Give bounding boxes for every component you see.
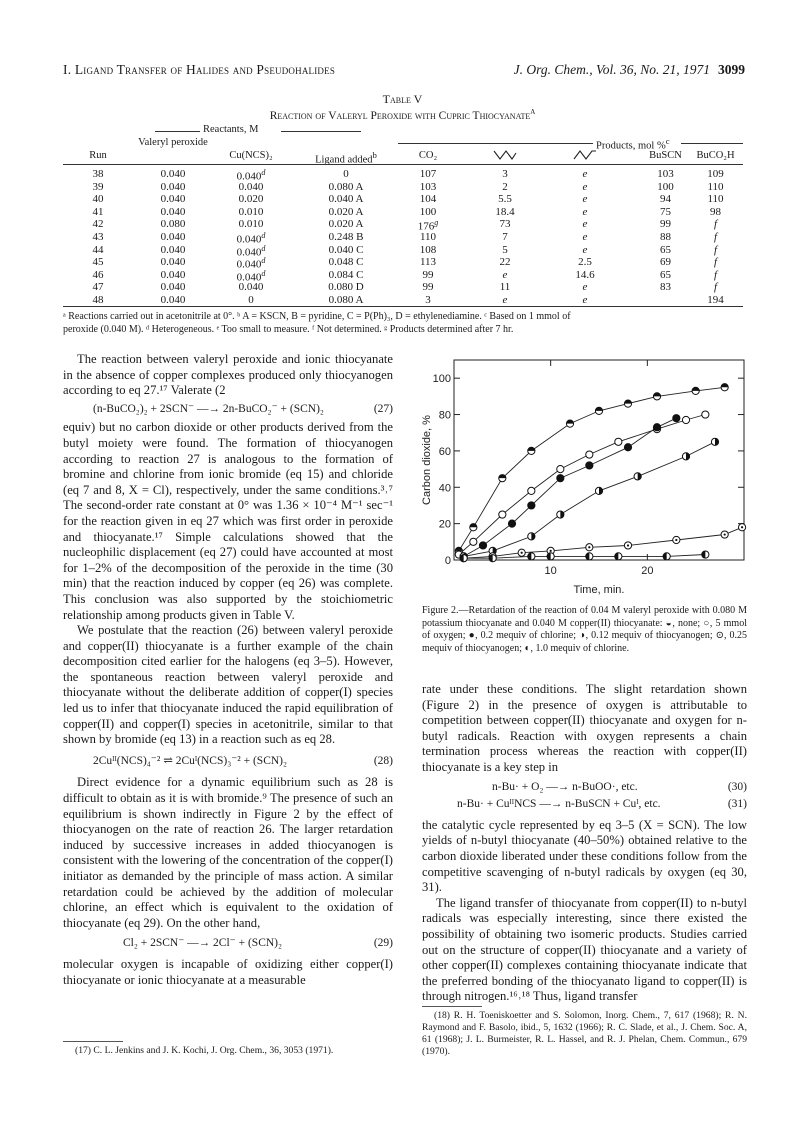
cell-butene2: e [582, 180, 588, 193]
data-point-half-top [595, 407, 602, 414]
cell-buco2h: f [713, 243, 718, 256]
data-point-half-right [634, 473, 641, 480]
data-point-half-top [624, 400, 631, 407]
equation-27-text: (n-BuCO₂)₂ + 2SCN⁻ —→ 2n-BuCO₂⁻ + (SCN)₂ [93, 402, 324, 415]
col-buscn: BuSCN [649, 150, 682, 161]
data-point-dot [624, 542, 631, 549]
reactants-brace-left [155, 131, 200, 132]
y-tick-label: 0 [444, 555, 451, 567]
data-point-half-top [470, 524, 477, 531]
reactants-group-header: Reactants, M [203, 124, 259, 135]
cell-butene2: e [582, 193, 588, 206]
right-footnote-rule [422, 1006, 482, 1007]
col-cu-ncs2: Cu(NCS)₂ [229, 150, 273, 161]
cell-ligand: 0.248 B [328, 231, 364, 243]
x-axis-label: Time, min. [573, 584, 625, 596]
cell-co2: 100 [419, 205, 437, 218]
left-column [63, 352, 393, 988]
data-point-dot [738, 524, 745, 531]
cell-cu: 0.040 [238, 180, 264, 193]
series-line-2 [459, 415, 706, 555]
col-run: Run [89, 150, 107, 161]
col-co2: CO₂ [418, 150, 438, 161]
co2-chart [422, 357, 747, 597]
cell-buscn: 65 [660, 268, 671, 281]
table-title-sup: a [530, 106, 536, 117]
cell-buscn: 65 [660, 243, 671, 256]
running-head-title: I. Ligand Transfer of Halides and Pseudohalides [63, 62, 336, 77]
cell-cu: 0.040$^d$ [236, 243, 266, 259]
cell-footnote-mark: d [261, 168, 266, 177]
page-number: 3099 [718, 62, 745, 77]
running-head [63, 62, 745, 82]
y-tick-label: 20 [438, 518, 451, 531]
cell-cu: 0.040$^d$ [236, 231, 266, 246]
cell-butene2: e [582, 168, 588, 180]
data-point-half-left [528, 553, 535, 560]
data-point-open [682, 416, 689, 423]
cell-run: 46 [92, 268, 104, 281]
series-line-3 [464, 418, 677, 556]
data-point-filled [624, 444, 631, 451]
x-tick-label: 20 [641, 565, 654, 577]
cell-butene1: 22 [499, 256, 511, 269]
cell-butene1: e [502, 268, 508, 281]
cell-co2: 108 [419, 243, 437, 256]
cell-butene1: 5 [502, 243, 508, 256]
cell-buco2h: 110 [707, 193, 724, 206]
cell-butene1: 11 [499, 281, 511, 294]
cell-ligand: 0.020 A [328, 218, 364, 231]
data-point-open [499, 511, 506, 518]
cell-cu: 0.040$^d$ [236, 268, 266, 284]
data-point-half-right [557, 511, 564, 518]
col-butene-1-structure [493, 149, 517, 161]
y-tick-label: 60 [438, 445, 451, 458]
cell-footnote-mark: d [261, 231, 266, 240]
cell-butene2: 14.6 [575, 268, 595, 281]
figure-caption: Figure 2.—Retardation of the reaction of 0.04 M valeryl peroxide with 0.080 M potassium thiocyanate and 0.040 M copper(II) thiocyanate: ◒, none; ○, 5 mmol of oxygen; ●, 0.2 mequiv of chlorine; ◑, 0.12 mequiv of thiocyanogen; ⊙, 0.25 mequiv of thiocyanogen; ◐, 1.0 mequiv of chlorine. [422, 605, 747, 654]
cell-co2: 107 [419, 168, 437, 180]
data-point-half-top [653, 393, 660, 400]
cell-buco2h: f [713, 231, 718, 243]
cell-footnote-mark: d [261, 243, 266, 253]
series-line-1 [459, 387, 725, 551]
cell-ligand: 0.020 A [328, 205, 364, 218]
cell-buco2h: f [713, 281, 718, 294]
cell-butene1: e [502, 294, 508, 306]
left-paragraph-1: The reaction between valeryl peroxide and ionic thiocyanate in the absence of copper complexes produced only thiocyanogen according to eq 27.¹⁷ Valerate (2 [63, 352, 393, 398]
data-point-half-top [566, 420, 573, 427]
left-paragraph-4: molecular oxygen is incapable of oxidizing either copper(I) thiocyanate or ionic thiocyanate at a measurable [63, 956, 393, 987]
cell-valeryl: 0.040 [160, 231, 186, 243]
data-point-dot [518, 549, 525, 556]
cell-cu: 0.040 [238, 281, 264, 294]
data-point-open [557, 465, 564, 472]
right-column [422, 682, 747, 1005]
table-title-text: Reaction of Valeryl Peroxide with Cupric Thiocyanate [269, 109, 531, 122]
equation-30 [422, 780, 747, 796]
cell-ligand: 0.048 C [328, 256, 364, 269]
cell-ligand: 0.040 C [328, 243, 364, 256]
data-point-half-left [586, 553, 593, 560]
table-bottom-rule [63, 306, 743, 307]
cell-valeryl: 0.040 [160, 256, 186, 269]
left-paragraph-2: We postulate that the reaction (26) between valeryl peroxide and copper(II) thiocyanate is a further example of the chain decomposition cited earlier for the halogens (eq 3–5). However, the spontaneous reaction between valeryl peroxide and thiocyanate without the deliberate addition of copper(I) species led us to infer that thiocyanate induced the rapid equilibration of copper(II) and copper(I) species in acetonitrile, similar to that shown by bromide (eq 13) in a reaction such as eq 28. [63, 623, 393, 747]
cell-co2: 176$^g$ [417, 218, 439, 234]
products-brace-left [398, 143, 593, 144]
cell-ligand: 0.080 D [328, 281, 364, 294]
col-buco2h: BuCO₂H [696, 150, 735, 161]
cell-butene1: 2 [502, 180, 508, 193]
equation-28-number: (28) [373, 754, 393, 767]
cell-co2: 110 [419, 231, 437, 243]
cell-co2: 104 [419, 193, 437, 206]
cell-buscn: 88 [660, 231, 671, 243]
series-line-5 [464, 527, 742, 558]
data-point-half-top [721, 384, 728, 391]
cell-buscn: 75 [660, 205, 671, 218]
reference-17: (17) C. L. Jenkins and J. K. Kochi, J. Org. Chem., 36, 3053 (1971). [75, 1045, 334, 1056]
table-footnote-line-2: peroxide (0.040 M). ᵈ Heterogeneous. ᵉ Too small to measure. ᶠ Not determined. ᵍ Products determined after 7 hr. [63, 324, 514, 335]
cell-buco2h: 194 [707, 294, 724, 306]
equation-29-number: (29) [373, 937, 393, 950]
cell-buscn: 99 [660, 218, 671, 231]
data-point-half-left [547, 553, 554, 560]
cell-buco2h: f [713, 256, 718, 269]
cell-valeryl: 0.040 [160, 168, 186, 180]
cell-co2: 103 [419, 180, 437, 193]
left-paragraph-3: Direct evidence for a dynamic equilibrium such as 28 is difficult to obtain as it is with bromide.⁹ The presence of such an equilibrium is shown indirectly in Figure 2 by the effect of thiocyanogen on the rate of reaction 26. The larger retardation induced by successive increases in added thiocyanogen is consistent with the lowering of the concentration of the copper(I) initiator as demanded by the principle of mass action. A similar retardation could be achieved by the addition of molecular chlorine, an effect which is equivalent to the oxidation of thiocyanate (eq 29). On the other hand, [63, 775, 393, 930]
data-point-half-left [615, 553, 622, 560]
data-point-open [528, 487, 535, 494]
reactants-brace-right [281, 131, 361, 132]
cell-co2: 99 [422, 281, 434, 294]
cell-butene2: e [582, 231, 588, 243]
cell-butene2: e [582, 281, 588, 294]
cell-buscn: 100 [657, 180, 674, 193]
cell-butene2: 2.5 [578, 256, 592, 269]
cell-butene1: 73 [499, 218, 511, 231]
data-point-half-left [489, 555, 496, 562]
y-tick-label: 40 [438, 482, 451, 495]
cell-footnote-mark: g [434, 218, 439, 228]
cell-run: 42 [92, 218, 104, 231]
right-references [422, 1010, 747, 1058]
journal-citation: J. Org. Chem., Vol. 36, No. 21, 1971 [513, 62, 710, 77]
figure-2 [422, 357, 747, 597]
right-paragraph-2: the catalytic cycle represented by eq 3–5 (X = SCN). The low yields of n-butyl thiocyanate (40–50%) obtained relative to the carbon dioxide liberated under these conditions follow from the competitive scavenging of n-butyl radicals by oxygen (eq 30, 31). [422, 817, 747, 895]
cell-butene2: e [582, 294, 588, 306]
data-point-half-left [663, 553, 670, 560]
cell-buscn: 103 [657, 168, 674, 180]
cell-footnote-mark: d [261, 268, 266, 278]
data-point-half-left [460, 555, 467, 562]
cell-buco2h: 109 [707, 168, 724, 180]
cell-ligand: 0.080 A [328, 294, 364, 306]
cell-cu: 0.040$^d$ [236, 168, 266, 183]
cell-butene1: 3 [502, 168, 508, 180]
cell-ligand: 0.084 C [328, 268, 364, 281]
table-footnote-line-1: ᵃ Reactions carried out in acetonitrile at 0°. ᵇ A = KSCN, B = pyridine, C = P(Ph)₃, D = ethylenediamine. ᶜ Based on 1 mmol of [63, 311, 571, 322]
data-point-half-top [692, 387, 699, 394]
col-ligand-sup: b [372, 150, 377, 160]
cell-buco2h: f [713, 268, 718, 281]
cell-valeryl: 0.040 [160, 281, 186, 294]
cell-cu: 0.020 [238, 193, 264, 206]
cell-valeryl: 0.040 [160, 243, 186, 256]
cell-buscn: 83 [660, 281, 671, 294]
data-point-half-right [528, 533, 535, 540]
cell-valeryl: 0.040 [160, 294, 186, 306]
cell-buscn: 94 [660, 193, 671, 206]
cell-co2: 99 [422, 268, 434, 281]
cell-run: 38 [92, 168, 104, 180]
products-brace-right [681, 143, 743, 144]
left-footnote-rule [63, 1041, 123, 1042]
col-valeryl-peroxide: Valeryl peroxide [138, 137, 208, 148]
right-paragraph-3: The ligand transfer of thiocyanate from copper(II) to n-butyl radicals was especially interesting, since there existed the possibility of obtaining two isomeric products. Studies carried out on the structure of copper(II) thiocyanate and a variety of other copper(II) complexes containing thiocyanate indicate that the preferred bonding of the thiocyanato ligand to copper(II) is through nitrogen.¹⁶˒¹⁸ Thus, ligand transfer [422, 895, 747, 1004]
table-label: Table V [382, 92, 423, 106]
cell-buscn: 69 [660, 256, 671, 269]
cell-butene1: 7 [502, 231, 508, 243]
data-point-open [615, 438, 622, 445]
products-group-sup: c [665, 136, 670, 146]
y-axis-label: Carbon dioxide, % [422, 415, 433, 505]
data-point-filled [528, 502, 535, 509]
data-point-filled [508, 520, 515, 527]
cell-valeryl: 0.040 [160, 268, 186, 281]
cell-cu: 0 [248, 294, 254, 306]
data-point-half-right [595, 487, 602, 494]
table-header-rule [63, 164, 743, 165]
data-point-filled [586, 462, 593, 469]
products-group-text: Products, mol % [596, 140, 666, 152]
cell-run: 39 [92, 180, 104, 193]
cell-valeryl: 0.040 [160, 180, 186, 193]
data-point-filled [653, 424, 660, 431]
running-head-journal [514, 62, 745, 78]
data-point-half-right [711, 438, 718, 445]
cell-cu: 0.010 [238, 205, 264, 218]
x-tick-label: 10 [544, 565, 557, 577]
equation-28 [63, 754, 393, 770]
cell-butene2: e [582, 218, 588, 231]
cell-cu: 0.010 [238, 218, 264, 231]
cell-run: 40 [92, 193, 104, 206]
equation-27 [63, 402, 393, 418]
data-point-filled [557, 475, 564, 482]
cell-butene2: e [582, 243, 588, 256]
cell-run: 45 [92, 256, 104, 269]
cell-buco2h: 110 [707, 180, 724, 193]
equation-31-text: n-Bu· + CuᴵᴵNCS —→ n-BuSCN + Cuᴵ, etc. [457, 798, 661, 811]
equation-30-text: n-Bu· + O₂ —→ n-BuOO·, etc. [492, 780, 638, 793]
data-point-open [470, 538, 477, 545]
cell-butene1: 5.5 [498, 193, 512, 206]
equation-28-text: 2Cuᴵᴵ(NCS)₄⁻² ⇌ 2Cuᴵ(NCS)₃⁻² + (SCN)₂ [93, 754, 288, 767]
equation-31-number: (31) [727, 798, 747, 811]
cell-run: 43 [92, 231, 104, 243]
cell-footnote-mark: d [261, 256, 266, 266]
cell-buco2h: 98 [710, 205, 721, 218]
equation-29-text: Cl₂ + 2SCN⁻ —→ 2Cl⁻ + (SCN)₂ [123, 937, 283, 950]
cell-run: 44 [92, 243, 104, 256]
cell-butene2: e [582, 205, 588, 218]
data-point-half-right [682, 453, 689, 460]
cell-valeryl: 0.040 [160, 205, 186, 218]
left-references [63, 1045, 393, 1057]
reference-18: (18) R. H. Toeniskoetter and S. Solomon, Inorg. Chem., 7, 617 (1968); R. N. Raymond and F. Basolo, ibid., 5, 1632 (1966); R. C. Slade, et al., J. Chem. Soc. A, 61 (1968); J. L. Burmeister, R. L. Hassel, and R. J. Phelan, Chem. Commun., 679 (1970). [422, 1010, 747, 1057]
cell-run: 47 [92, 281, 104, 294]
cell-co2: 113 [419, 256, 437, 269]
data-point-half-left [702, 551, 709, 558]
data-point-open [702, 411, 709, 418]
left-paragraph-1b: equiv) but no carbon dioxide or other products derived from the butyl moiety were found. The formation of thiocyanogen according to reaction 27 is analogous to the formation of bromine and chlorine from ionic bromide (eq 15) and chloride (eq 7 and 8, X = Cl), respectively, under the same conditions.³˒⁷ The second-order rate constant at 0° was 1.36 × 10⁻⁴ M⁻¹ sec⁻¹ for the reaction given in eq 27 which was first order in peroxide and thiocyanate.¹⁷ Simple calculations showed that the nucleophilic displacement (eq 27) could have accounted at most for 1–2% of the decomposition of the peroxide in the time (30 min) that the reaction induced by copper (eq 26) was complete. This conclusion was also supported by the stoichiometric relationship among products given in Table V. [63, 420, 393, 622]
data-point-filled [673, 415, 680, 422]
data-point-dot [673, 536, 680, 543]
data-point-dot [586, 544, 593, 551]
equation-30-number: (30) [727, 780, 747, 793]
data-point-filled [479, 542, 486, 549]
cell-run: 41 [92, 205, 104, 218]
cell-ligand: 0.080 A [328, 180, 364, 193]
cell-cu: 0.040$^d$ [236, 256, 266, 271]
cell-ligand: 0.040 A [328, 193, 364, 206]
data-point-half-top [528, 447, 535, 454]
data-point-open [586, 451, 593, 458]
col-butene-2-structure [573, 149, 597, 161]
cell-buco2h: f [713, 218, 718, 231]
cell-valeryl: 0.080 [160, 218, 186, 231]
equation-31 [422, 797, 747, 813]
data-point-half-top [499, 475, 506, 482]
right-paragraph-1: rate under these conditions. The slight retardation shown (Figure 2) in the presence of oxygen is attributable to competition between copper(II) thiocyanate and oxygen for n-butyl radicals. Reaction with oxygen represents a chain termination process whereas the reaction with copper(II) thiocyanate is a key step in [422, 682, 747, 774]
cell-run: 48 [92, 294, 104, 306]
data-point-dot [721, 531, 728, 538]
y-tick-label: 80 [438, 409, 451, 422]
table-title [0, 106, 805, 122]
cell-butene1: 18.4 [495, 205, 515, 218]
equation-29 [63, 936, 393, 952]
y-tick-label: 100 [432, 373, 451, 386]
cell-co2: 3 [425, 294, 431, 306]
cell-valeryl: 0.040 [160, 193, 186, 206]
cell-ligand: 0 [343, 168, 349, 180]
col-ligand-text: Ligand added [315, 154, 373, 166]
equation-27-number: (27) [373, 402, 393, 415]
